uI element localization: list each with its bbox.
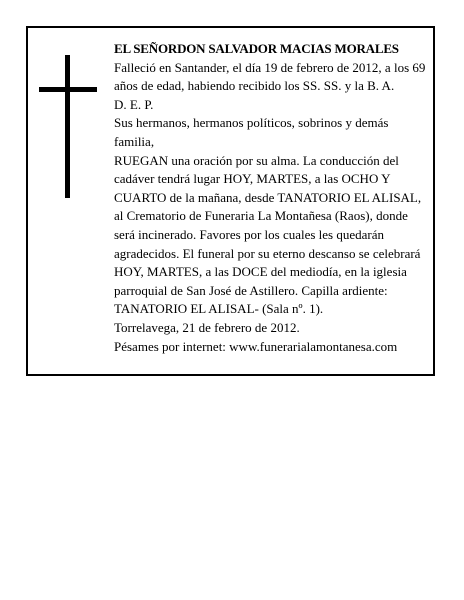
cross-vertical-bar xyxy=(65,55,70,198)
notice-text xyxy=(114,40,426,356)
cross-horizontal-bar xyxy=(39,87,97,92)
funeral-details: RUEGAN una oración por su alma. La conducción del cadáver tendrá lugar HOY, MARTES, a las OCHO Y CUARTO de la mañana, desde TANATORIO EL ALISAL, al Crematorio de Funeraria La Montañesa (Raos), donde será incinerado. Favores por los cuales les quedarán agradecidos. El funeral por su eterno descanso se celebrará HOY, MARTES, a las DOCE del mediodía, en la iglesia parroquial de San José de Astillero. Capilla ardiente: TANATORIO EL ALISAL- (Sala nº. 1). xyxy=(114,152,422,317)
family-line: Sus hermanos, hermanos políticos, sobrinos y demás familia, xyxy=(114,115,389,149)
cross-icon xyxy=(39,55,97,198)
place-date: Torrelavega, 21 de febrero de 2012. xyxy=(114,319,300,335)
obituary-notice xyxy=(26,26,435,376)
death-announcement: Falleció en Santander, el día 19 de febrero de 2012, a los 69 años de edad, habiendo recibido los SS. SS. y la B. A. xyxy=(114,59,426,94)
rest-in-peace: D. E. P. xyxy=(114,96,154,112)
deceased-name-heading: EL SEÑORDON SALVADOR MACIAS MORALES xyxy=(114,41,399,56)
condolences-web: Pésames por internet: www.funerarialamontanesa.com xyxy=(114,338,398,354)
